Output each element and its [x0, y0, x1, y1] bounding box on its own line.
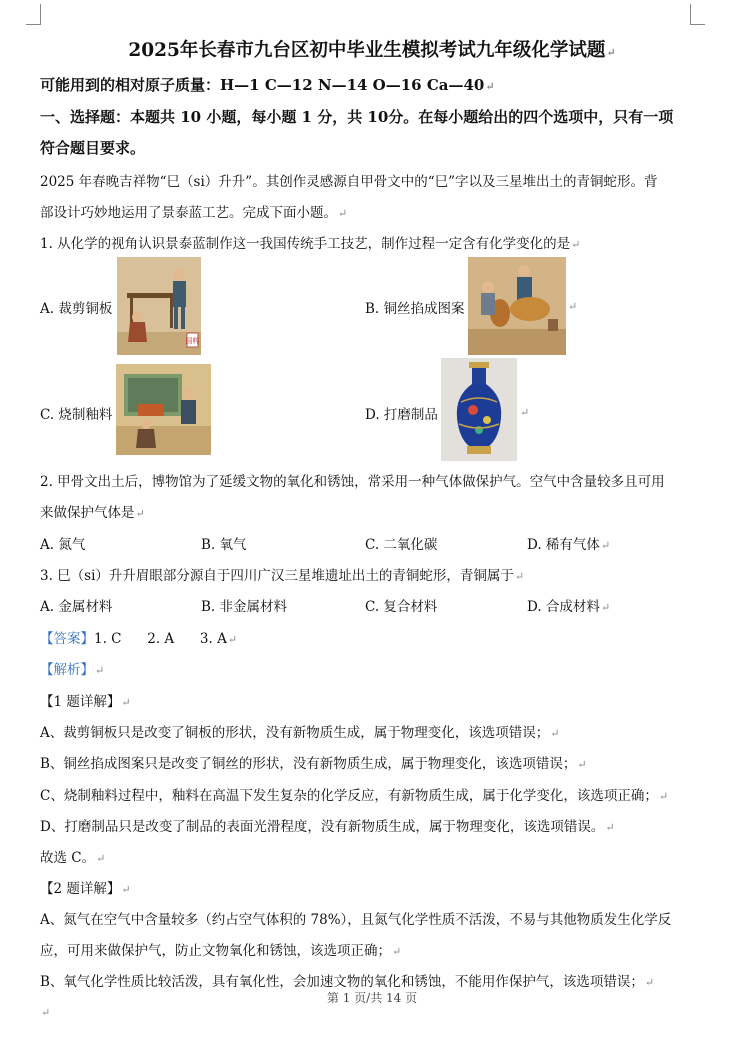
page-title: 2025年长春市九台区初中毕业生模拟考试九年级化学试题↵ [128, 40, 616, 61]
q1-option-a: A. 裁剪铜板 [40, 301, 113, 317]
seal-stamp: 国粹 [185, 337, 200, 345]
q2-stem-line1: 2. 甲骨文出土后，博物馆为了延缓文物的氧化和锈蚀，常采用一种气体做保护气。空气中含量较多且可用 [40, 474, 665, 490]
paragraph-mark: ↵ [568, 300, 578, 313]
illustration-cutting-copper [117, 257, 201, 355]
paragraph-mark: ↵ [644, 976, 655, 989]
q3-stem: 3. 巳（si）升升眉眼部分源自于四川广汉三星堆遗址出土的青铜蛇形，青铜属于↵ [40, 568, 525, 584]
q1-stem: 1. 从化学的视角认识景泰蓝制作这一我国传统手工技艺，制作过程一定含有化学变化的是↵ [40, 236, 581, 252]
illustration-firing-glaze [116, 364, 211, 455]
q1-conclusion: 故选 C。↵ [40, 850, 106, 866]
q1-option-c: C. 烧制釉料 [40, 407, 113, 423]
q1-option-b: B. 铜丝掐成图案 [365, 301, 465, 317]
q3-option-d: D. 合成材料↵ [527, 599, 611, 615]
section-heading-line1: 一、选择题：本题共 10 小题，每小题 1 分，共 10分。在每小题给出的四个选项中，只有一项 [40, 108, 674, 126]
answer-label: 【答案】 [40, 631, 94, 647]
q2-option-d: D. 稀有气体↵ [527, 537, 611, 553]
q1-detail-c: C、烧制釉料过程中，釉料在高温下发生复杂的化学反应，有新物质生成，属于化学变化，该选项正确；↵ [40, 788, 669, 804]
q2-detail-a-line2: 应，可用来做保护气，防止文物氧化和锈蚀，该选项正确；↵ [40, 943, 402, 959]
paragraph-mark: ↵ [520, 406, 530, 419]
q1-detail-heading: 【1 题详解】↵ [40, 694, 131, 710]
q2-stem-line2: 来做保护气体是↵ [40, 505, 145, 521]
atomic-masses: 可能用到的相对原子质量：H—1 C—12 N—14 O—16 Ca—40↵ [40, 76, 495, 94]
analysis-label-line [40, 658, 104, 678]
paragraph-mark: ↵ [658, 790, 669, 803]
paragraph-mark: ↵ [600, 539, 611, 552]
q1-detail-d: D、打磨制品只是改变了制品的表面光滑程度，没有新物质生成，属于物理变化，该选项错误。↵ [40, 819, 615, 835]
q2-option-c: C. 二氧化碳 [365, 537, 438, 553]
q2-option-b: B. 氧气 [201, 537, 247, 553]
q1-option-d: D. 打磨制品 [365, 407, 438, 423]
answer-text: 1. C 2. A 3. A [94, 631, 227, 647]
answer-line [40, 627, 237, 647]
paragraph-mark: ↵ [121, 883, 131, 896]
paragraph-mark: ↵ [227, 633, 238, 646]
paragraph-mark: ↵ [485, 80, 495, 93]
paragraph-mark: ↵ [606, 46, 616, 59]
q1-detail-b: B、铜丝掐成图案只是改变了铜丝的形状，没有新物质生成，属于物理变化，该选项错误；↵ [40, 756, 587, 772]
paragraph-mark: ↵ [41, 1006, 51, 1019]
illustration-cloisonne-vase [441, 358, 517, 461]
paragraph-mark: ↵ [135, 507, 145, 520]
paragraph-mark: ↵ [96, 852, 106, 865]
q2-detail-a-line1: A、氮气在空气中含量较多（约占空气体积的 78%），且氮气化学性质不活泼，不易与其他物质发生化学反 [40, 912, 672, 928]
section-heading-line2: 符合题目要求。 [40, 139, 146, 157]
paragraph-mark: ↵ [338, 207, 348, 220]
paragraph-mark: ↵ [600, 601, 611, 614]
q3-option-b: B. 非金属材料 [201, 599, 288, 615]
page-corner-mark-left [26, 4, 41, 25]
paragraph-mark: ↵ [95, 664, 105, 677]
intro-line2: 部设计巧妙地运用了景泰蓝工艺。完成下面小题。↵ [40, 205, 348, 221]
q3-option-c: C. 复合材料 [365, 599, 438, 615]
q2-detail-heading: 【2 题详解】↵ [40, 881, 131, 897]
q2-option-a: A. 氮气 [40, 537, 86, 553]
paragraph-mark: ↵ [605, 821, 615, 834]
paragraph-mark: ↵ [577, 758, 587, 771]
page-footer: 第 1 页/共 14 页 [326, 991, 418, 1005]
page-corner-mark-right [690, 4, 705, 25]
paragraph-mark: ↵ [121, 696, 131, 709]
q1-detail-a: A、裁剪铜板只是改变了铜板的形状，没有新物质生成，属于物理变化，该选项错误；↵ [40, 725, 560, 741]
q3-option-a: A. 金属材料 [40, 599, 113, 615]
paragraph-mark: ↵ [392, 945, 402, 958]
analysis-label: 【解析】 [40, 662, 94, 678]
q2-detail-b: B、氧气化学性质比较活泼，具有氧化性，会加速文物的氧化和锈蚀，不能用作保护气，该选项错误；↵ [40, 974, 655, 990]
illustration-wire-filigree [468, 257, 566, 355]
paragraph-mark: ↵ [550, 727, 560, 740]
intro-line1: 2025 年春晚吉祥物“巳（si）升升”。其创作灵感源自甲骨文中的“巳”字以及三星堆出土的青铜蛇形。背 [40, 174, 658, 190]
paragraph-mark: ↵ [514, 570, 525, 583]
paragraph-mark: ↵ [571, 238, 581, 251]
